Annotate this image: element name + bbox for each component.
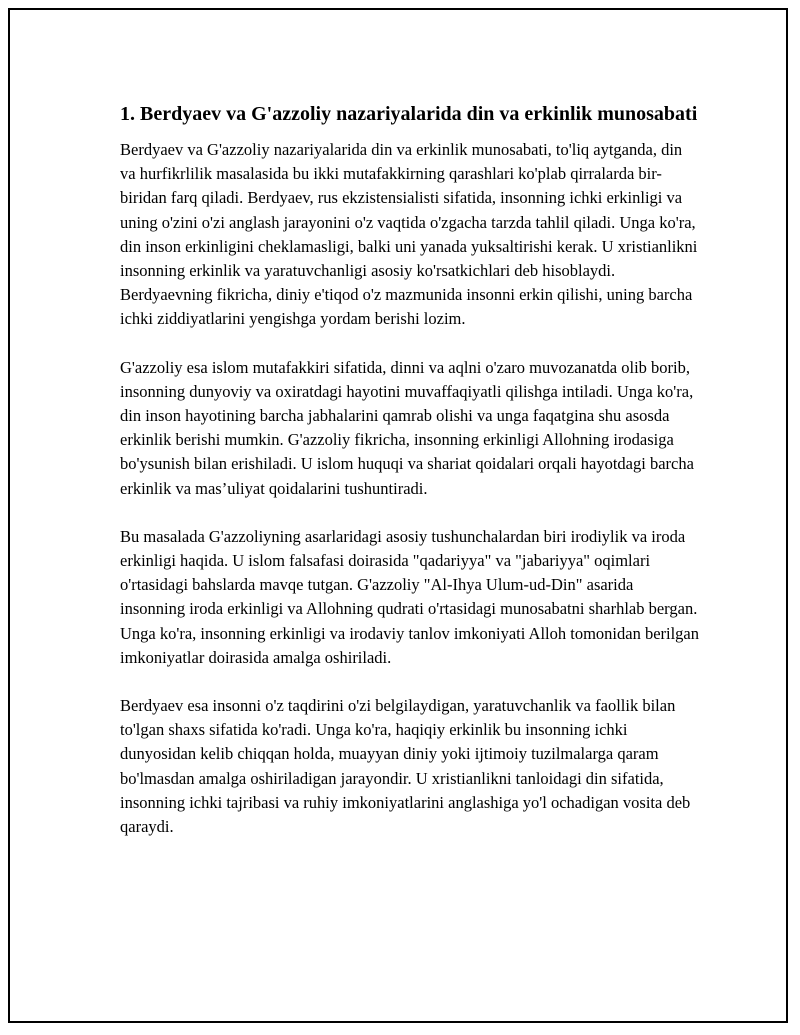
document-title: 1. Berdyaev va G'azzoliy nazariyalarida din va erkinlik munosabati — [120, 103, 698, 125]
paragraph-4: Berdyaev esa insonni o'z taqdirini o'zi belgilaydigan, yaratuvchanlik va faollik bilan to'lgan shaxs sifatida ko'radi. Unga ko'ra, haqiqiy erkinlik bu insonning ichki dunyosidan kelib chiqqan holda, muayyan diniy yoki ijtimoiy tuzilmalarga qaram bo'lmasdan amalga oshiriladigan jarayondir. U xristianlikni tanloidagi din sifatida, insonning ichki tajribasi va ruhiy imkoniyatlarini anglashiga yo'l ochadigan vosita deb qaraydi. — [120, 696, 691, 837]
document-body — [120, 100, 700, 863]
paragraph-1: Berdyaev va G'azzoliy nazariyalarida din va erkinlik munosabati, to'liq aytganda, din va hurfikrlilik masalasida bu ikki mutafakkirning qarashlari ko'plab qirralarda bir-biridan farq qiladi. Berdyaev, rus ekzistensialisti sifatida, insonning ichki erkinligi va uning o'zini o'zi anglash jarayonini o'z vaqtida o'zgacha tarzda tahlil qiladi. Unga ko'ra, din inson erkinligini cheklamasligi, balki uni yanada yuksaltirishi kerak. U xristianlikni insonning erkinlik va yaratuvchanligi asosiy ko'rsatkichlari deb hisoblaydi. Berdyaevning fikricha, diniy e'tiqod o'z mazmunida insonni erkin qilishi, uning barcha ichki ziddiyatlarini yengishga yordam berishi lozim. — [120, 140, 698, 329]
paragraph-2: G'azzoliy esa islom mutafakkiri sifatida, dinni va aqlni o'zaro muvozanatda olib borib, insonning dunyoviy va oxiratdagi hayotini muvaffaqiyatli qilishga intiladi. Unga ko'ra, din inson hayotining barcha jabhalarini qamrab olishi va unga faqatgina shu asosda erkinlik berishi mumkin. G'azzoliy fikricha, insonning erkinligi Allohning irodasiga bo'ysunish bilan erishiladi. U islom huquqi va shariat qoidalari orqali hayotdagi barcha erkinlik va mas’uliyat qoidalarini tushuntiradi. — [120, 357, 694, 498]
paragraph-3: Bu masalada G'azzoliyning asarlaridagi asosiy tushunchalardan biri irodiylik va iroda erkinligi haqida. U islom falsafasi doirasida "qadariyya" va "jabariyya" oqimlari o'rtasidagi bahslarda mavqe tutgan. G'azzoliy "Al-Ihya Ulum-ud-Din" asarida insonning iroda erkinligi va Allohning qudrati o'rtasidagi munosabatni sharhlab bergan. Unga ko'ra, insonning erkinligi va irodaviy tanlov imkoniyati Alloh tomonidan berilgan imkoniyatlar doirasida amalga oshiriladi. — [120, 526, 700, 667]
page-frame — [8, 8, 788, 1023]
